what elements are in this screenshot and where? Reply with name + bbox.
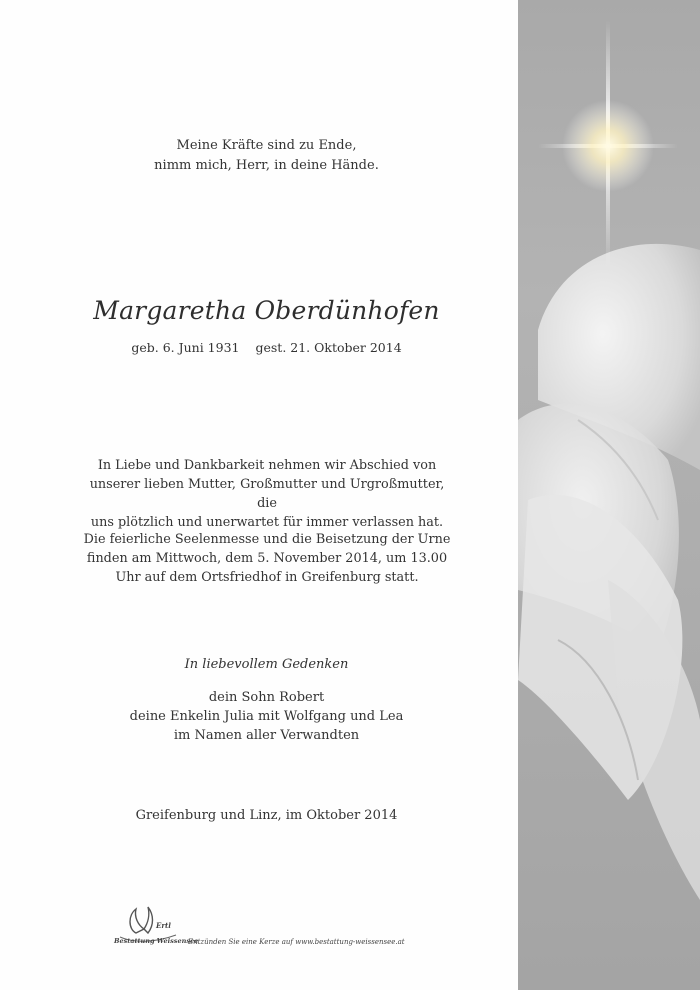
place-and-date: Greifenburg und Linz, im Oktober 2014 <box>135 808 398 823</box>
survivor-line-3: im Namen aller Verwandten <box>173 728 360 743</box>
survivors <box>60 688 473 745</box>
farewell-line-1: In Liebe und Dankbarkeit nehmen wir Abschied von <box>97 458 437 473</box>
survivor-line-1: dein Sohn Robert <box>208 690 325 705</box>
undertaker-logo <box>114 903 199 951</box>
verse-line-2: nimm mich, Herr, in deine Hände. <box>154 158 379 173</box>
death-date: gest. 21. Oktober 2014 <box>255 340 402 355</box>
rose-candle-image <box>518 0 700 990</box>
farewell-paragraph <box>80 456 454 532</box>
farewell-line-2: unserer lieben Mutter, Großmutter und Urgroßmutter, die <box>89 477 445 511</box>
life-dates <box>60 340 473 355</box>
service-line-2: finden am Mittwoch, dem 5. November 2014, um 13.00 <box>86 551 448 566</box>
logo-company-text: Bestattung Weissensee <box>114 937 199 945</box>
rose-light-icon <box>518 0 700 990</box>
candle-link-text[interactable]: Entzünden Sie eine Kerze auf www.bestattung-weissensee.at <box>188 938 405 946</box>
farewell-line-3: uns plötzlich und unerwartet für immer verlassen hat. <box>90 515 444 530</box>
survivor-line-2: deine Enkelin Julia mit Wolfgang und Lea <box>129 709 404 724</box>
memory-heading: In liebevollem Gedenken <box>184 657 349 672</box>
deceased-name: Margaretha Oberdünhofen <box>93 296 440 325</box>
logo-ertl-text: Ertl <box>156 921 171 930</box>
service-paragraph <box>80 530 454 587</box>
service-line-1: Die feierliche Seelenmesse und die Beisetzung der Urne <box>83 532 451 547</box>
verse-line-1: Meine Kräfte sind zu Ende, <box>176 138 357 153</box>
service-line-3: Uhr auf dem Ortsfriedhof in Greifenburg statt. <box>115 570 419 585</box>
birth-date: geb. 6. Juni 1931 <box>131 340 240 355</box>
verse <box>60 136 473 176</box>
